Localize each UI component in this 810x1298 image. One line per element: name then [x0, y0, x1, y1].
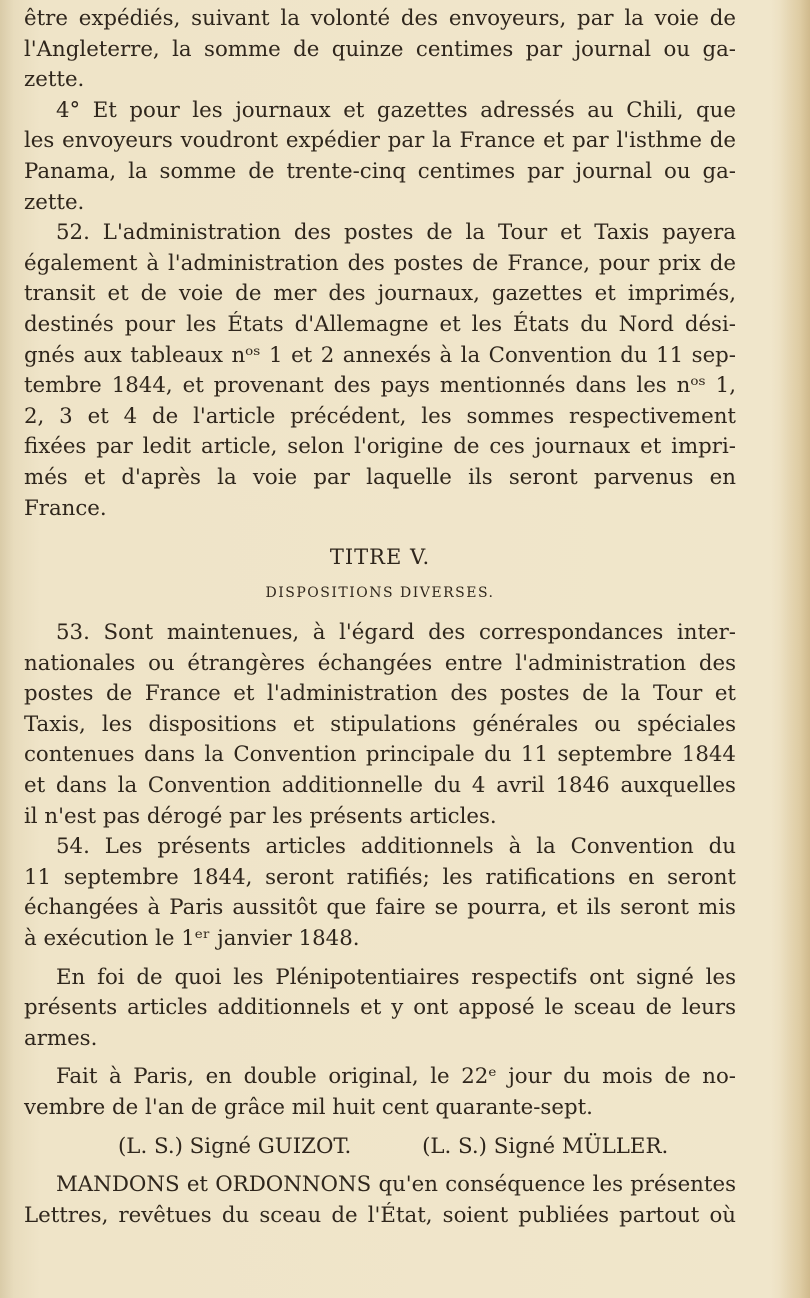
page-edge-stain	[770, 0, 810, 1298]
text-line: Fait à Paris, en double original, le 22ᵉ jour du mois de no-	[56, 1064, 736, 1090]
text-line: 11 septembre 1844, seront ratifiés; les ratifications en seront	[24, 864, 736, 890]
paragraph-1	[24, 4, 736, 96]
text-line: contenues dans la Convention principale du 11 septembre 1844	[24, 742, 736, 768]
text-line: également à l'administration des postes de France, pour prix de	[24, 250, 736, 276]
text-line: gnés aux tableaux nᵒˢ 1 et 2 annexés à la Convention du 11 sep-	[24, 342, 736, 368]
text-line: més et d'après la voie par laquelle ils seront parvenus en	[24, 464, 736, 490]
text-line: 54. Les présents articles additionnels à la Convention du	[56, 834, 736, 860]
text-line: tembre 1844, et provenant des pays mentionnés dans les nᵒˢ 1,	[24, 373, 736, 399]
text-line: présents articles additionnels et y ont apposé le sceau de leurs	[24, 995, 736, 1021]
text-line: Lettres, revêtues du sceau de l'État, soient publiées partout où	[24, 1202, 736, 1228]
article-54	[24, 832, 736, 954]
text-line: transit et de voie de mer des journaux, gazettes et imprimés,	[24, 281, 736, 307]
text-line: fixées par ledit article, selon l'origine de ces journaux et impri-	[24, 434, 736, 460]
article-53	[24, 618, 736, 832]
text-line: 52. L'administration des postes de la Tour et Taxis payera	[56, 220, 736, 246]
text-line: il n'est pas dérogé par les présents articles.	[24, 803, 497, 829]
text-line: MANDONS et ORDONNONS qu'en conséquence les présentes	[56, 1172, 736, 1198]
text-line: En foi de quoi les Plénipotentiaires respectifs ont signé les	[56, 964, 736, 990]
text-line: vembre de l'an de grâce mil huit cent quarante-sept.	[24, 1095, 593, 1120]
text-line: armes.	[24, 1025, 98, 1051]
text-line: échangées à Paris aussitôt que faire se pourra, et ils seront mis	[24, 895, 736, 921]
text-line: l'Angleterre, la somme de quinze centimes par journal ou ga-	[24, 36, 736, 62]
text-line: destinés pour les États d'Allemagne et les États du Nord dési-	[24, 311, 736, 337]
paragraph-mandons	[24, 1170, 736, 1231]
signature-muller: (L. S.) Signé MÜLLER.	[422, 1133, 669, 1159]
text-line: France.	[24, 495, 107, 521]
text-line: postes de France et l'administration des postes de la Tour et	[24, 681, 736, 707]
text-line: Taxis, les dispositions et stipulations générales ou spéciales	[24, 711, 736, 737]
text-line: à exécution le 1ᵉʳ janvier 1848.	[24, 926, 360, 952]
section-subtitle: DISPOSITIONS DIVERSES.	[265, 585, 495, 602]
text-line: 53. Sont maintenues, à l'égard des correspondances inter-	[56, 620, 736, 646]
signatures	[24, 1132, 736, 1163]
text-line: et dans la Convention additionnelle du 4 avril 1846 auxquelles	[24, 773, 736, 799]
text-line: 4° Et pour les journaux et gazettes adressés au Chili, que	[56, 97, 736, 123]
text-line: les envoyeurs voudront expédier par la France et par l'isthme de	[24, 128, 736, 154]
text-line: 2, 3 et 4 de l'article précédent, les sommes respectivement	[24, 403, 736, 429]
text-line: Panama, la somme de trente-cinq centimes par journal ou ga-	[24, 158, 736, 184]
text-line: être expédiés, suivant la volonté des envoyeurs, par la voie de	[24, 6, 736, 31]
document-body	[24, 4, 736, 1231]
signature-guizot: (L. S.) Signé GUIZOT.	[118, 1133, 352, 1159]
section-title: TITRE V.	[329, 545, 431, 570]
text-line: zette.	[24, 189, 85, 215]
text-line: nationales ou étrangères échangées entre l'administration des	[24, 650, 736, 676]
text-line: zette.	[24, 67, 85, 93]
paragraph-2	[24, 96, 736, 218]
paragraph-en-foi	[24, 963, 736, 1055]
article-52	[24, 218, 736, 524]
paragraph-fait-a-paris	[24, 1062, 736, 1123]
